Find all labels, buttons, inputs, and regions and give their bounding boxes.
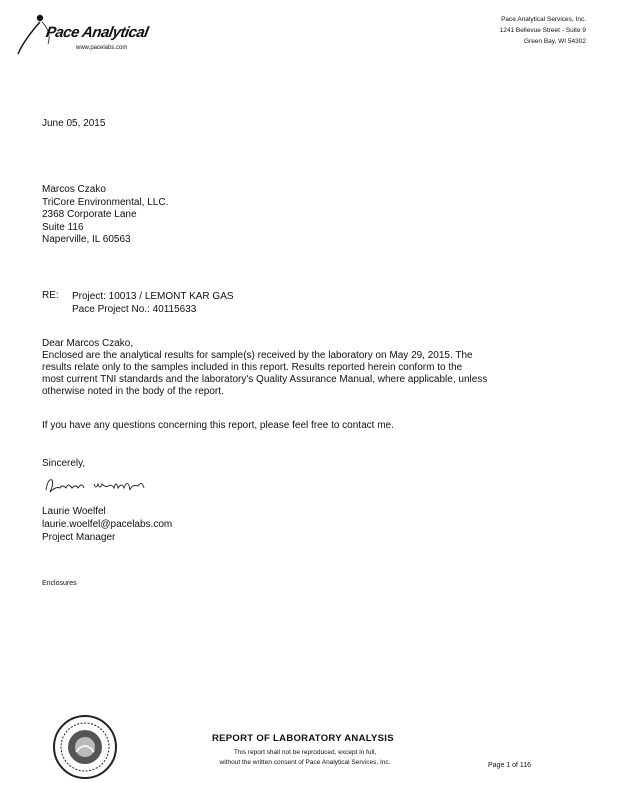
- paragraph-contact: If you have any questions concerning this report, please feel free to contact me.: [42, 420, 394, 431]
- re-block: [72, 290, 234, 316]
- closing: Sincerely,: [42, 458, 86, 469]
- handwritten-signature: [42, 472, 152, 498]
- company-line: Pace Analytical Services, Inc.: [501, 16, 586, 23]
- signer-block: [42, 505, 172, 544]
- reproduction-notice: [210, 748, 400, 768]
- letter-date: June 05, 2015: [42, 118, 106, 129]
- notice-line: This report shall not be reproduced, except in full,: [233, 749, 377, 756]
- signer-name: Laurie Woelfel: [42, 506, 106, 517]
- re-project: Project: 10013 / LEMONT KAR GAS: [72, 291, 234, 302]
- address-line: 2368 Corporate Lane: [42, 209, 137, 220]
- re-label: RE:: [42, 290, 59, 301]
- paragraph-line: otherwise noted in the body of the report.: [42, 386, 224, 397]
- signer-title: Project Manager: [42, 532, 116, 543]
- report-title: REPORT OF LABORATORY ANALYSIS: [212, 733, 394, 744]
- paragraph-line: Enclosed are the analytical results for sample(s) received by the laboratory on May 29, 2015. The: [42, 350, 473, 361]
- page-number: Page 1 of 116: [488, 762, 532, 769]
- re-pace-project-no: Pace Project No.: 40115633: [72, 304, 197, 315]
- logo-url: www.pacelabs.com: [76, 45, 128, 51]
- signer-email: laurie.woelfel@pacelabs.com: [42, 519, 173, 530]
- recipient-address: [42, 184, 168, 247]
- notice-line: without the written consent of Pace Analytical Services, Inc.: [219, 759, 391, 766]
- paragraph-results: [42, 350, 542, 398]
- paragraph-line: most current TNI standards and the laboratory's Quality Assurance Manual, where applicable, unless: [42, 374, 488, 385]
- address-line: Suite 116: [42, 221, 84, 233]
- accreditation-seal: [52, 714, 118, 780]
- company-address: [500, 14, 586, 47]
- enclosures-label: Enclosures: [42, 580, 77, 587]
- address-line: Naperville, IL 60563: [42, 234, 131, 245]
- company-line: 1241 Bellevue Street - Suite 9: [499, 27, 586, 34]
- paragraph-line: results relate only to the samples included in this report. Results reported herein conform to the: [42, 362, 463, 373]
- logo-text: Pace Analytical: [44, 24, 150, 41]
- company-line: Green Bay, WI 54302: [523, 38, 586, 45]
- salutation: Dear Marcos Czako,: [42, 338, 134, 349]
- address-line: TriCore Environmental, LLC.: [42, 196, 169, 208]
- address-line: Marcos Czako: [42, 184, 106, 195]
